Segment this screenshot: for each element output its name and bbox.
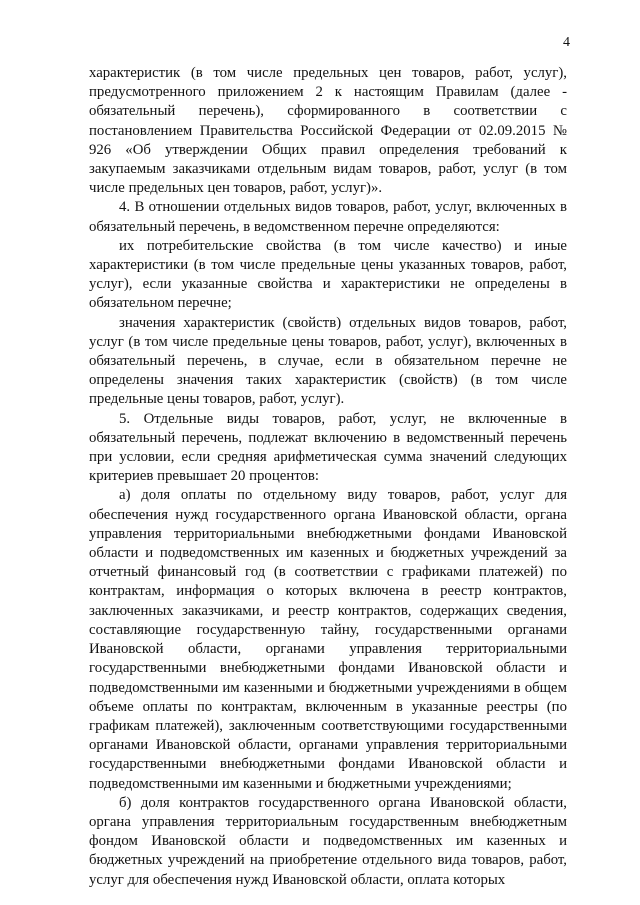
- paragraph-criterion-a: а) доля оплаты по отдельному виду товаров, работ, услуг для обеспечения нужд государственного органа Ивановской области, органа управления территориальными внебюджетными фондами Ивановской области и подведомственных им казенных и бюджетных учреждений за отчетный финансовый год (в соответствии с графиками платежей) по контрактам, информация о которых включена в реестр контрактов, заключенных заказчиками, и реестр контрактов, содержащих сведения, составляющие государственную тайну, государственными органами Ивановской области, органами управления территориальными государственными внебюджетными фондами Ивановской области и подведомственными им казенными и бюджетными учреждениями в общем объеме оплаты по контрактам, включенным в указанные реестры (по графикам платежей), заключенным соответствующими государственными органами Ивановской области, органами управления территориальными государственными внебюджетными фондами Ивановской области и подведомственными им казенными и бюджетными учреждениями;: [89, 487, 567, 792]
- page-number: 4: [563, 35, 570, 50]
- paragraph-consumer-properties: их потребительские свойства (в том числе качество) и иные характеристики (в том числе предельные цены указанных товаров, работ, услуг), если указанные свойства и характеристики не определены в обязательном перечне;: [89, 237, 567, 312]
- paragraph-characteristic-values: значения характеристик (свойств) отдельных видов товаров, работ, услуг (в том числе предельные цены товаров, работ, услуг), включенных в обязательный перечень, в случае, если в обязательном перечне не определены значения таких характеристик (свойств) (в том числе предельные цены товаров, работ, услуг).: [89, 314, 567, 408]
- paragraph-continuation: характеристик (в том числе предельных цен товаров, работ, услуг), предусмотренного приложением 2 к настоящим Правилам (далее - обязательный перечень), сформированного в соответствии с постановлением Правительства Российской Федерации от 02.09.2015 № 926 «Об утверждении Общих правил определения требований к закупаемым заказчиками отдельным видам товаров, работ, услуг (в том числе предельных цен товаров, работ, услуг)».: [89, 65, 567, 197]
- paragraph-item-4: 4. В отношении отдельных видов товаров, работ, услуг, включенных в обязательный перечень, в ведомственном перечне определяются:: [89, 199, 567, 235]
- paragraph-criterion-b: б) доля контрактов государственного органа Ивановской области, органа управления территориальным государственным внебюджетным фондом Ивановской области и подведомственных им казенных и бюджетных учреждений на приобретение отдельного вида товаров, работ, услуг для обеспечения нужд Ивановской области, оплата которых: [89, 794, 567, 888]
- paragraph-item-5: 5. Отдельные виды товаров, работ, услуг, не включенные в обязательный перечень, подлежат включению в ведомственный перечень при условии, если средняя арифметическая сумма значений следующих критериев превышает 20 процентов:: [89, 410, 567, 485]
- document-body: [89, 64, 567, 890]
